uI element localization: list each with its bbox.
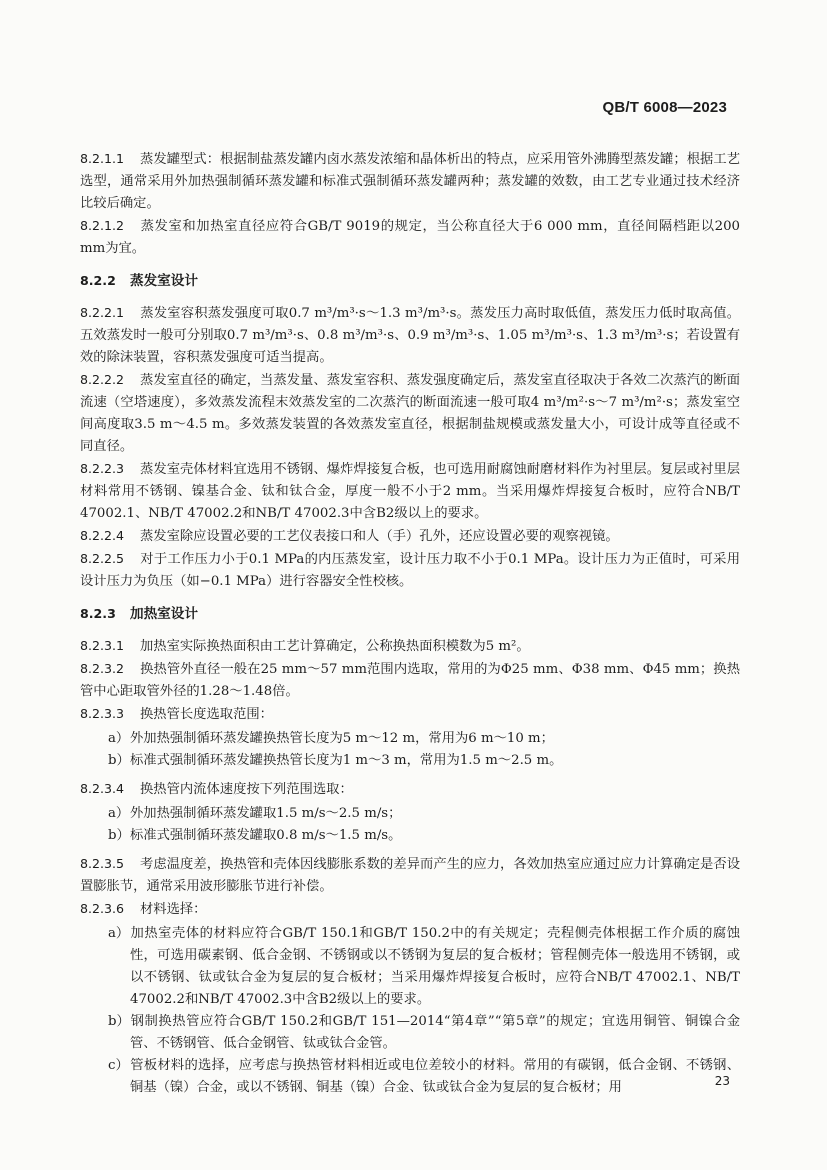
clause-number: 8.2.2.4 (80, 528, 125, 543)
list-item-text: 加热室壳体的材料应符合GB/T 150.1和GB/T 150.2中的有关规定；壳程侧壳体根据工作介质的腐蚀性，可选用碳素钢、低合金钢、不锈钢或以不锈钢为复层的复合板材；管程侧壳体一般选用不锈钢，或以不锈钢、钛或钛合金为复层的复合板材；当采用爆炸焊接复合板时，应符合NB/T 47002.1、NB/T 47002.2和NB/T 47002.3中含B2级以上的要求。 (130, 926, 740, 1007)
list-item (80, 1011, 740, 1055)
clause-paragraph (80, 369, 740, 458)
clause-text: 蒸发室直径的确定，当蒸发量、蒸发室容积、蒸发强度确定后，蒸发室直径取决于各效二次蒸汽的断面流速（空塔速度），多效蒸发流程末效蒸发室的二次蒸汽的断面流速一般可取4 m³/m²·s～7 m³/m²·s；蒸发室空间高度取3.5 m～4.5 m。多效蒸发装置的各效蒸发室直径，根据制盐规模或蒸发量大小，可设计成等直径或不同直径。 (80, 373, 740, 454)
list-item (80, 750, 740, 772)
list-marker: b） (108, 753, 130, 768)
clause-text: 换热管外直径一般在25 mm～57 mm范围内选取，常用的为Φ25 mm、Φ38 mm、Φ45 mm；换热管中心距取管外径的1.28～1.48倍。 (80, 662, 740, 699)
clause-paragraph (80, 635, 740, 658)
list-marker: a） (108, 806, 130, 821)
clause-number: 8.2.2.1 (80, 305, 125, 320)
section-number: 8.2.2 (80, 273, 116, 288)
clause-paragraph (80, 215, 740, 260)
clause-number: 8.2.3.4 (80, 781, 125, 796)
clause-paragraph (80, 853, 740, 898)
clause-text: 对于工作压力小于0.1 MPa的内压蒸发室，设计压力取不小于0.1 MPa。设计压力为正值时，可采用设计压力为负压（如−0.1 MPa）进行容器安全性校核。 (80, 552, 740, 589)
clause-text: 蒸发室和加热室直径应符合GB/T 9019的规定，当公称直径大于6 000 mm，直径间隔档距以200 mm为宜。 (80, 219, 740, 256)
clause-paragraph (80, 703, 740, 726)
clause-number: 8.2.1.2 (80, 218, 125, 233)
list-item (80, 923, 740, 1011)
item-list (80, 728, 740, 772)
list-marker: b） (108, 828, 130, 843)
clause-text: 材料选择： (140, 902, 207, 917)
clause-number: 8.2.2.2 (80, 372, 125, 387)
list-item (80, 825, 740, 847)
list-marker: a） (108, 731, 130, 746)
clause-number: 8.2.3.6 (80, 901, 125, 916)
list-marker: c） (108, 1058, 129, 1073)
clause-paragraph (80, 302, 740, 369)
section-number: 8.2.3 (80, 606, 116, 621)
clause-text: 蒸发室容积蒸发强度可取0.7 m³/m³·s～1.3 m³/m³·s。蒸发压力高时取低值，蒸发压力低时取高值。五效蒸发时一般可分别取0.7 m³/m³·s、0.8 m³/m³·s、0.9 m³/m³·s、1.05 m³/m³·s、1.3 m³/m³·s；若设置有效的除沫装置，容积蒸发强度可适当提高。 (80, 306, 740, 365)
clause-paragraph (80, 525, 740, 548)
clause-text: 蒸发室壳体材料宜选用不锈钢、爆炸焊接复合板，也可选用耐腐蚀耐磨材料作为衬里层。复层或衬里层材料常用不锈钢、镍基合金、钛和钛合金，厚度一般不小于2 mm。当采用爆炸焊接复合板时，应符合NB/T 47002.1、NB/T 47002.2和NB/T 47002.3中含B2级以上的要求。 (80, 462, 740, 521)
list-item (80, 803, 740, 825)
list-marker: b） (108, 1014, 130, 1029)
list-item-text: 管板材料的选择，应考虑与换热管材料相近或电位差较小的材料。常用的有碳钢，低合金钢、不锈钢、铜基（镍）合金，或以不锈钢、铜基（镍）合金、钛或钛合金为复层的复合板材；用 (130, 1058, 740, 1095)
list-marker: a） (108, 926, 130, 941)
list-item-text: 标准式强制循环蒸发罐取0.8 m/s～1.5 m/s。 (130, 828, 402, 843)
page-number: 23 (714, 1074, 730, 1088)
clause-number: 8.2.2.3 (80, 461, 125, 476)
clause-text: 换热管内流体速度按下列范围选取： (140, 782, 353, 797)
clause-number: 8.2.3.2 (80, 661, 125, 676)
clause-paragraph (80, 548, 740, 593)
clause-paragraph (80, 458, 740, 525)
clause-text: 蒸发罐型式：根据制盐蒸发罐内卤水蒸发浓缩和晶体析出的特点，应采用管外沸腾型蒸发罐；根据工艺选型，通常采用外加热强制循环蒸发罐和标准式强制循环蒸发罐两种；蒸发罐的效数，由工艺专业通过技术经济比较后确定。 (80, 152, 740, 211)
clause-number: 8.2.1.1 (80, 151, 125, 166)
item-list (80, 803, 740, 847)
section-heading (80, 603, 740, 625)
section-heading (80, 270, 740, 292)
clause-text: 加热室实际换热面积由工艺计算确定，公称换热面积模数为5 m²。 (140, 639, 530, 654)
list-item-text: 标准式强制循环蒸发罐换热管长度为1 m～3 m，常用为1.5 m～2.5 m。 (130, 753, 563, 768)
clause-number: 8.2.3.5 (80, 856, 125, 871)
clause-text: 考虑温度差，换热管和壳体因线膨胀系数的差异而产生的应力，各效加热室应通过应力计算确定是否设置膨胀节，通常采用波形膨胀节进行补偿。 (80, 857, 740, 894)
clause-paragraph (80, 658, 740, 703)
list-item (80, 728, 740, 750)
document-body (80, 148, 740, 1105)
section-title: 蒸发室设计 (130, 273, 198, 289)
list-item-text: 外加热强制循环蒸发罐换热管长度为5 m～12 m，常用为6 m～10 m； (130, 731, 554, 746)
clause-paragraph (80, 778, 740, 801)
list-item-text: 外加热强制循环蒸发罐取1.5 m/s～2.5 m/s； (130, 806, 402, 821)
clause-number: 8.2.3.1 (80, 638, 125, 653)
clause-number: 8.2.2.5 (80, 551, 125, 566)
standard-code: QB/T 6008—2023 (602, 99, 727, 116)
list-item-text: 钢制换热管应符合GB/T 150.2和GB/T 151—2014“第4章”“第5章”的规定；宜选用铜管、铜镍合金管、不锈钢管、低合金钢管、钛或钛合金管。 (130, 1014, 740, 1051)
list-item (80, 1055, 740, 1099)
section-title: 加热室设计 (130, 606, 198, 622)
clause-text: 换热管长度选取范围： (140, 707, 273, 722)
clause-paragraph (80, 148, 740, 215)
item-list (80, 923, 740, 1099)
clause-text: 蒸发室除应设置必要的工艺仪表接口和人（手）孔外，还应设置必要的观察视镜。 (140, 529, 619, 544)
clause-number: 8.2.3.3 (80, 706, 125, 721)
clause-paragraph (80, 898, 740, 921)
